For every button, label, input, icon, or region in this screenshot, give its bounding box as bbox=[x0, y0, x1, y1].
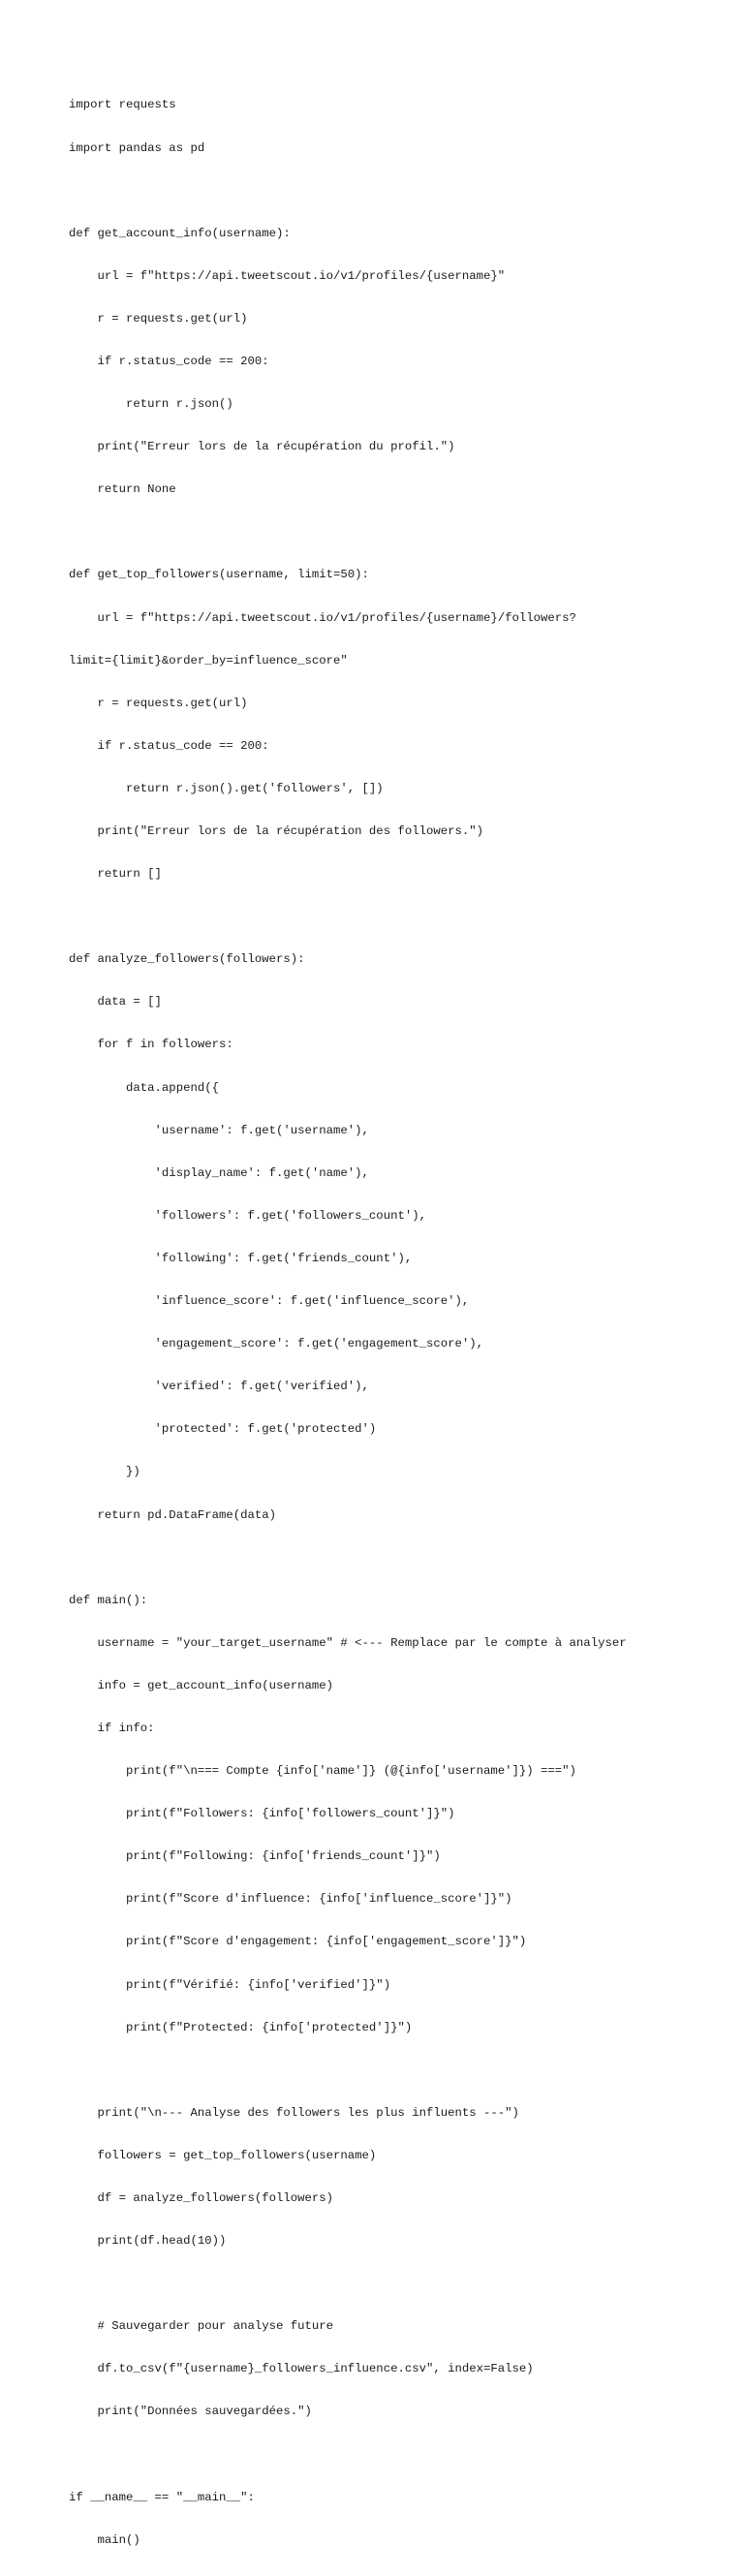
code-line: username = "your_target_username" # <--- Remplace par le compte à analyser bbox=[69, 1635, 627, 1650]
code-line: df = analyze_followers(followers) bbox=[69, 2191, 334, 2205]
code-line: def get_account_info(username): bbox=[69, 226, 291, 240]
code-line: def analyze_followers(followers): bbox=[69, 952, 305, 967]
code-line: print(f"Score d'engagement: {info['engagement_score']}") bbox=[69, 1935, 527, 1949]
code-line: import requests bbox=[69, 98, 176, 112]
code-line: print(f"Score d'influence: {info['influence_score']}") bbox=[69, 1892, 512, 1907]
code-line: if r.status_code == 200: bbox=[69, 738, 269, 753]
code-line bbox=[69, 910, 627, 924]
code-line: }) bbox=[69, 1465, 140, 1479]
code-line: if r.status_code == 200: bbox=[69, 354, 269, 368]
code-line: for f in followers: bbox=[69, 1038, 233, 1052]
code-line: print(f"Protected: {info['protected']}") bbox=[69, 2020, 413, 2034]
code-line: url = f"https://api.tweetscout.io/v1/profiles/{username}/followers? bbox=[69, 610, 576, 625]
code-line: print(f"Vérifié: {info['verified']}") bbox=[69, 1977, 391, 1992]
code-line: df.to_csv(f"{username}_followers_influence.csv", index=False) bbox=[69, 2362, 534, 2376]
code-line: return pd.DataFrame(data) bbox=[69, 1507, 277, 1522]
code-line: import pandas as pd bbox=[69, 140, 205, 155]
code-line: r = requests.get(url) bbox=[69, 311, 248, 326]
code-line: return r.json().get('followers', []) bbox=[69, 781, 384, 795]
code-line: 'following': f.get('friends_count'), bbox=[69, 1251, 413, 1265]
code-line: print(f"\n=== Compte {info['name']} (@{info['username']}) ===") bbox=[69, 1764, 576, 1779]
code-line: if info: bbox=[69, 1721, 155, 1735]
code-line: main() bbox=[69, 2532, 140, 2547]
code-line: 'verified': f.get('verified'), bbox=[69, 1380, 369, 1394]
code-line: def main(): bbox=[69, 1593, 148, 1607]
code-line: 'display_name': f.get('name'), bbox=[69, 1165, 369, 1180]
code-line: r = requests.get(url) bbox=[69, 696, 248, 710]
code-line: data = [] bbox=[69, 995, 162, 1009]
code-line bbox=[69, 1551, 627, 1566]
code-line: print(df.head(10)) bbox=[69, 2234, 227, 2249]
code-line bbox=[69, 184, 627, 199]
code-line: print(f"Followers: {info['followers_count']}") bbox=[69, 1807, 455, 1821]
code-line: print("Erreur lors de la récupération des followers.") bbox=[69, 824, 484, 838]
code-block bbox=[69, 70, 627, 2576]
code-line: print("Données sauvegardées.") bbox=[69, 2405, 312, 2419]
code-line: info = get_account_info(username) bbox=[69, 1678, 334, 1692]
code-line bbox=[69, 525, 627, 540]
code-line: 'influence_score': f.get('influence_score'), bbox=[69, 1294, 470, 1309]
code-line: return None bbox=[69, 482, 176, 497]
code-line: def get_top_followers(username, limit=50): bbox=[69, 568, 369, 582]
code-line: if __name__ == "__main__": bbox=[69, 2490, 255, 2504]
code-line: 'engagement_score': f.get('engagement_score'), bbox=[69, 1337, 484, 1351]
code-line: url = f"https://api.tweetscout.io/v1/profiles/{username}" bbox=[69, 268, 506, 283]
code-line: print(f"Following: {info['friends_count']}") bbox=[69, 1849, 441, 1864]
code-line: 'followers': f.get('followers_count'), bbox=[69, 1208, 426, 1223]
code-line: 'username': f.get('username'), bbox=[69, 1123, 369, 1137]
code-line: return [] bbox=[69, 867, 162, 882]
code-line: 'protected': f.get('protected') bbox=[69, 1422, 377, 1437]
code-line bbox=[69, 2448, 627, 2463]
code-line bbox=[69, 2277, 627, 2291]
code-line: followers = get_top_followers(username) bbox=[69, 2148, 377, 2162]
code-line: data.append({ bbox=[69, 1080, 219, 1095]
code-line: # Sauvegarder pour analyse future bbox=[69, 2319, 334, 2334]
code-line: print("\n--- Analyse des followers les plus influents ---") bbox=[69, 2105, 519, 2120]
code-line: print("Erreur lors de la récupération du profil.") bbox=[69, 440, 455, 454]
code-line: limit={limit}&order_by=influence_score" bbox=[69, 653, 348, 667]
code-line bbox=[69, 2064, 627, 2078]
code-line: return r.json() bbox=[69, 397, 233, 412]
